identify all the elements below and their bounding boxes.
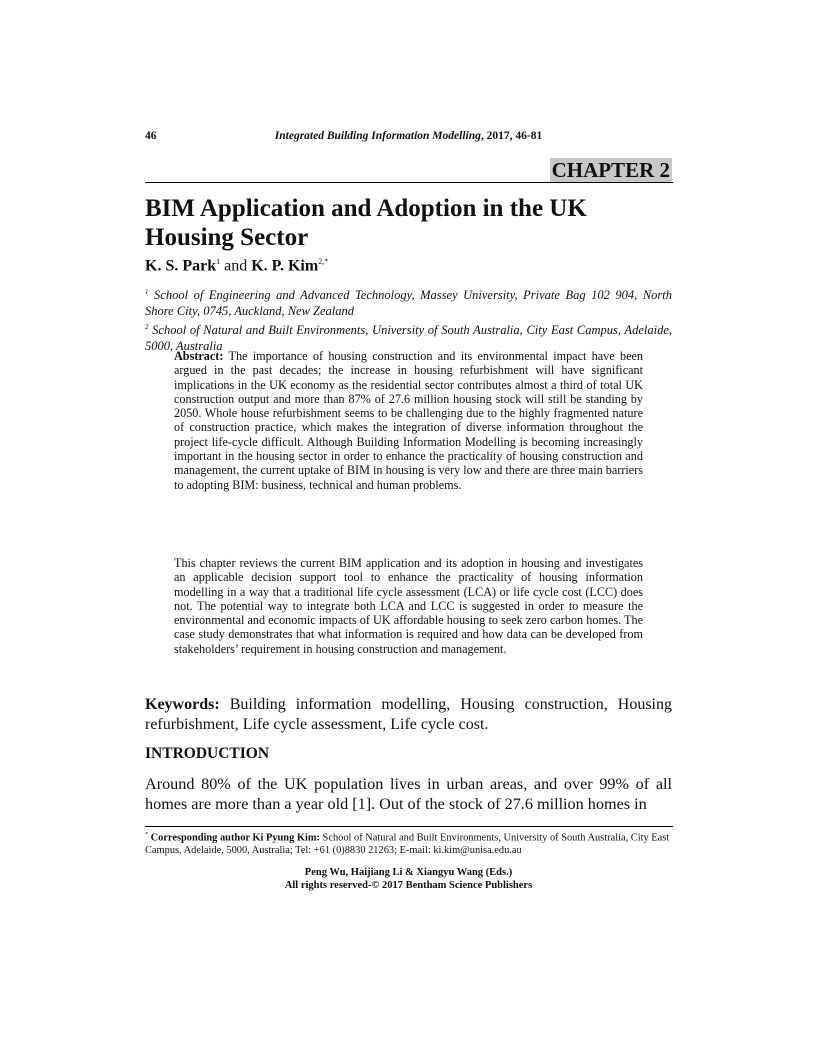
abstract-label: Abstract: (174, 349, 224, 363)
journal-details: , 2017, 46-81 (480, 130, 543, 142)
footnote (145, 829, 675, 857)
abstract-paragraph-2: This chapter reviews the current BIM application and its adoption in housing and investigates an applicable decision support tool to enhance the practicality of housing information modelling in a way that a traditional life cycle assessment (LCA) or life cycle cost (LCC) does not. The potential way to integrate both LCA and LCC is suggested in order to measure the environmental and economic impacts of UK affordable housing to seek zero carbon homes. The case study demonstrates that what information is required and how data can be developed from stakeholders’ requirement in housing construction and management. (174, 556, 643, 656)
page-number: 46 (145, 130, 157, 142)
editors-line: Peng Wu, Haijiang Li & Xiangyu Wang (Eds.) (304, 867, 513, 878)
running-header (145, 130, 672, 142)
footnote-text: School of Natural and Built Environments, University of South Australia, City East Campus, Adelaide, 5000, Australia; Tel: +61 (0)8830 21263; E-mail: ki.kim@unisa.edu.au (145, 832, 670, 857)
editors-block (145, 867, 672, 892)
author-and: and (220, 257, 252, 275)
abstract-paragraph-1 (174, 349, 643, 492)
affiliation-sup: 2 (145, 323, 149, 331)
keywords-text: Building information modelling, Housing construction, Housing refurbishment, Life cycle assessment, Life cycle cost. (145, 696, 672, 733)
copyright-line: All rights reserved-© 2017 Bentham Science Publishers (284, 879, 533, 891)
author-1: K. S. Park (145, 257, 217, 275)
chapter-label: CHAPTER 2 (551, 158, 670, 182)
author-2: K. P. Kim (251, 257, 319, 275)
affiliation-sup: 1 (145, 288, 149, 296)
author-2-sup: 2,* (318, 257, 329, 266)
affiliation-text: School of Engineering and Advanced Technology, Massey University, Private Bag 102 904, North Shore City, 0745, Auckland, New Zealand (145, 288, 672, 318)
header-rule (145, 182, 673, 183)
section-heading: INTRODUCTION (145, 745, 270, 762)
keywords-label: Keywords: (145, 696, 220, 713)
footnote-label: Corresponding author Ki Pyung Kim: (148, 832, 320, 844)
footnote-rule (145, 826, 673, 827)
body-paragraph: Around 80% of the UK population lives in urban areas, and over 99% of all homes are more than a year old [1]. Out of the stock of 27.6 million homes in (145, 775, 672, 813)
authors (145, 257, 328, 275)
affiliation-text: School of Natural and Built Environments, University of South Australia, City East Campus, Adelaide, 5000, Australia (145, 323, 672, 353)
abstract-text: The importance of housing construction and its environmental impact have been argued in the past decades; the increase in housing refurbishment will have significant implications in the UK economy as the residential sector contributes almost a third of total UK construction output and more than 87% of 27.6 million housing stock will still be standing by 2050. Whole house refurbishment seems to be challenging due to the highly fragmented nature of construction practice, which makes the integration of diverse information throughout the project life-cycle difficult. Although Building Information Modelling is becoming increasingly important in the housing sector in order to enhance the practicality of housing construction and management, the current uptake of BIM in housing is very low and there are three main barriers to adopting BIM: business, technical and human problems. (174, 349, 643, 492)
footnote-sup: * (145, 832, 148, 838)
keywords (145, 695, 672, 735)
affiliation-1 (145, 285, 672, 319)
chapter-title: BIM Application and Adoption in the UK Housing Sector (145, 195, 587, 251)
author-1-sup: 1 (216, 257, 221, 266)
journal-title: Integrated Building Information Modelling (274, 130, 481, 142)
